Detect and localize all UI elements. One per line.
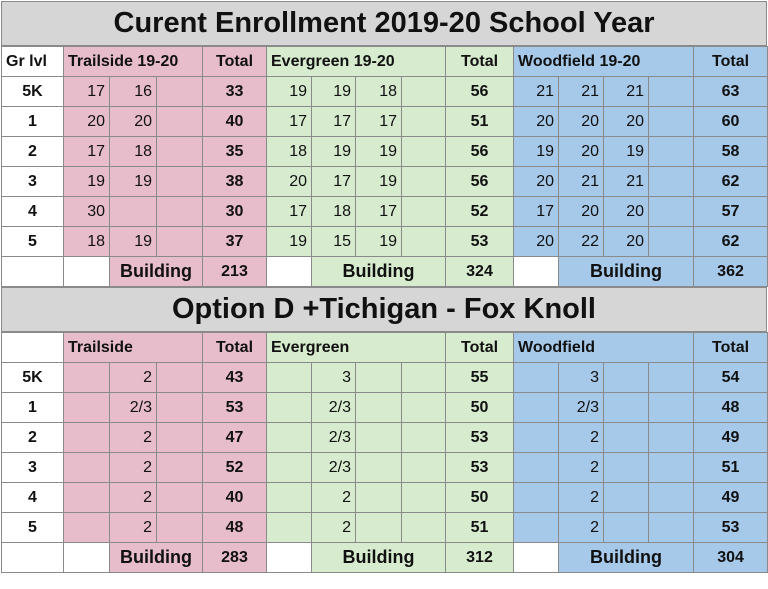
table-row [2, 107, 768, 137]
evergreen-class-cell: 19 [267, 77, 312, 107]
woodfield-total-cell: 51 [694, 453, 768, 483]
evergreen-total-cell: 55 [446, 363, 514, 393]
evergreen-building-total: 324 [446, 257, 514, 287]
building-blank-cell [64, 543, 110, 573]
option-d-table [1, 332, 768, 573]
grade-cell: 2 [2, 423, 64, 453]
woodfield-class-cell: 21 [559, 77, 604, 107]
woodfield-blank-cell [514, 483, 559, 513]
grade-header: Gr lvl [2, 47, 64, 77]
woodfield-total-cell: 49 [694, 483, 768, 513]
woodfield-class-cell: 20 [514, 167, 559, 197]
trailside-total-cell: 40 [203, 107, 267, 137]
trailside-class-cell: 20 [64, 107, 110, 137]
woodfield-class-cell: 21 [604, 77, 649, 107]
evergreen-total-cell: 53 [446, 453, 514, 483]
woodfield-total-cell: 57 [694, 197, 768, 227]
building-row [2, 257, 768, 287]
evergreen-blank-cell [402, 363, 446, 393]
trailside-class-cell [157, 227, 203, 257]
grade-cell: 1 [2, 107, 64, 137]
woodfield-class-cell: 2 [559, 483, 604, 513]
trailside-blank-cell [157, 483, 203, 513]
evergreen-class-cell: 3 [312, 363, 356, 393]
evergreen-class-cell: 18 [312, 197, 356, 227]
grade-cell: 5 [2, 227, 64, 257]
trailside-class-cell: 2 [110, 423, 157, 453]
trailside-class-cell [157, 167, 203, 197]
trailside-total-cell: 52 [203, 453, 267, 483]
trailside-class-cell: 2 [110, 453, 157, 483]
woodfield-class-cell: 20 [559, 107, 604, 137]
evergreen-total-cell: 51 [446, 513, 514, 543]
evergreen-class-cell: 17 [312, 167, 356, 197]
evergreen-blank-cell [402, 393, 446, 423]
evergreen-building-label: Building [312, 543, 446, 573]
evergreen-blank-cell [267, 483, 312, 513]
evergreen-total-cell: 52 [446, 197, 514, 227]
evergreen-class-cell: 17 [267, 197, 312, 227]
woodfield-blank-cell [514, 513, 559, 543]
trailside-blank-cell [157, 393, 203, 423]
grade-cell: 5 [2, 513, 64, 543]
woodfield-class-cell: 21 [514, 77, 559, 107]
woodfield-blank-cell [649, 363, 694, 393]
woodfield-blank-cell [649, 453, 694, 483]
woodfield-total-cell: 62 [694, 227, 768, 257]
evergreen-blank-cell [402, 513, 446, 543]
evergreen-total-cell: 56 [446, 167, 514, 197]
trailside-total-cell: 33 [203, 77, 267, 107]
trailside-header: Trailside 19-20 [64, 47, 203, 77]
evergreen-class-cell: 17 [356, 197, 402, 227]
trailside-class-cell: 18 [64, 227, 110, 257]
trailside-class-cell: 30 [64, 197, 110, 227]
evergreen-blank-cell [267, 453, 312, 483]
evergreen-class-cell: 19 [267, 227, 312, 257]
trailside-blank-cell [64, 513, 110, 543]
woodfield-blank-cell [649, 393, 694, 423]
evergreen-class-cell: 19 [312, 77, 356, 107]
table-row [2, 167, 768, 197]
woodfield-class-cell: 22 [559, 227, 604, 257]
table-row [2, 423, 768, 453]
woodfield-total-cell: 54 [694, 363, 768, 393]
evergreen-total-cell: 56 [446, 137, 514, 167]
trailside-total-cell: 30 [203, 197, 267, 227]
woodfield-blank-cell [604, 483, 649, 513]
trailside-blank-cell [64, 483, 110, 513]
enrollment-sheet [1, 1, 767, 587]
woodfield-class-cell: 20 [514, 227, 559, 257]
woodfield-total-cell: 49 [694, 423, 768, 453]
woodfield-blank-cell [514, 423, 559, 453]
evergreen-blank-cell [267, 363, 312, 393]
evergreen-class-cell: 19 [356, 137, 402, 167]
woodfield-blank-cell [604, 393, 649, 423]
trailside-class-cell [110, 197, 157, 227]
evergreen-class-cell: 2 [312, 483, 356, 513]
section1-header-row [2, 47, 768, 77]
section2-title: Option D +Tichigan - Fox Knoll [1, 287, 767, 332]
woodfield-blank-cell [649, 513, 694, 543]
evergreen-class-cell: 20 [267, 167, 312, 197]
trailside-total-cell: 40 [203, 483, 267, 513]
evergreen-blank-cell [356, 453, 402, 483]
trailside-blank-cell [64, 423, 110, 453]
evergreen-total-header: Total [446, 333, 514, 363]
woodfield-blank-cell [649, 423, 694, 453]
grade-header-blank [2, 333, 64, 363]
grade-cell: 5K [2, 363, 64, 393]
evergreen-total-cell: 56 [446, 77, 514, 107]
woodfield-blank-cell [649, 77, 694, 107]
woodfield-total-cell: 60 [694, 107, 768, 137]
evergreen-blank-cell [402, 167, 446, 197]
woodfield-blank-cell [649, 227, 694, 257]
evergreen-total-cell: 50 [446, 483, 514, 513]
evergreen-class-cell: 15 [312, 227, 356, 257]
trailside-class-cell [157, 197, 203, 227]
trailside-class-cell [157, 107, 203, 137]
trailside-class-cell: 17 [64, 137, 110, 167]
trailside-blank-cell [64, 453, 110, 483]
evergreen-class-cell: 19 [312, 137, 356, 167]
building-blank-cell [267, 543, 312, 573]
evergreen-blank-cell [402, 77, 446, 107]
woodfield-header: Woodfield [514, 333, 694, 363]
evergreen-total-cell: 53 [446, 423, 514, 453]
evergreen-blank-cell [356, 513, 402, 543]
trailside-class-cell: 16 [110, 77, 157, 107]
trailside-total-header: Total [203, 47, 267, 77]
woodfield-class-cell: 21 [604, 167, 649, 197]
evergreen-building-label: Building [312, 257, 446, 287]
evergreen-class-cell: 2/3 [312, 393, 356, 423]
evergreen-total-header: Total [446, 47, 514, 77]
table-row [2, 227, 768, 257]
evergreen-blank-cell [356, 393, 402, 423]
evergreen-class-cell: 18 [267, 137, 312, 167]
woodfield-blank-cell [649, 197, 694, 227]
trailside-blank-cell [157, 423, 203, 453]
evergreen-blank-cell [402, 197, 446, 227]
trailside-building-total: 283 [203, 543, 267, 573]
woodfield-total-cell: 63 [694, 77, 768, 107]
trailside-class-cell: 2 [110, 363, 157, 393]
woodfield-class-cell: 20 [559, 137, 604, 167]
trailside-total-cell: 37 [203, 227, 267, 257]
grade-cell: 5K [2, 77, 64, 107]
trailside-class-cell: 19 [110, 227, 157, 257]
evergreen-blank-cell [402, 107, 446, 137]
evergreen-total-cell: 50 [446, 393, 514, 423]
evergreen-blank-cell [356, 423, 402, 453]
table-row [2, 137, 768, 167]
woodfield-building-total: 362 [694, 257, 768, 287]
woodfield-header: Woodfield 19-20 [514, 47, 694, 77]
grade-cell: 3 [2, 453, 64, 483]
woodfield-blank-cell [649, 137, 694, 167]
trailside-header: Trailside [64, 333, 203, 363]
woodfield-class-cell: 2 [559, 513, 604, 543]
evergreen-class-cell: 18 [356, 77, 402, 107]
woodfield-class-cell: 2 [559, 453, 604, 483]
evergreen-class-cell: 19 [356, 227, 402, 257]
trailside-total-cell: 43 [203, 363, 267, 393]
woodfield-building-total: 304 [694, 543, 768, 573]
evergreen-blank-cell [267, 513, 312, 543]
woodfield-class-cell: 20 [604, 227, 649, 257]
woodfield-building-label: Building [559, 543, 694, 573]
trailside-building-total: 213 [203, 257, 267, 287]
building-blank-cell [64, 257, 110, 287]
trailside-blank-cell [157, 513, 203, 543]
trailside-blank-cell [157, 453, 203, 483]
trailside-class-cell: 2/3 [110, 393, 157, 423]
woodfield-total-cell: 48 [694, 393, 768, 423]
woodfield-class-cell: 19 [514, 137, 559, 167]
trailside-class-cell: 18 [110, 137, 157, 167]
building-blank-cell [267, 257, 312, 287]
woodfield-blank-cell [649, 483, 694, 513]
evergreen-building-total: 312 [446, 543, 514, 573]
woodfield-total-header: Total [694, 47, 768, 77]
trailside-class-cell: 2 [110, 513, 157, 543]
woodfield-class-cell: 20 [559, 197, 604, 227]
woodfield-blank-cell [514, 453, 559, 483]
woodfield-blank-cell [604, 453, 649, 483]
trailside-class-cell: 17 [64, 77, 110, 107]
table-row [2, 453, 768, 483]
trailside-building-label: Building [110, 257, 203, 287]
trailside-blank-cell [157, 363, 203, 393]
building-blank-cell [2, 257, 64, 287]
building-blank-cell [514, 543, 559, 573]
grade-cell: 3 [2, 167, 64, 197]
woodfield-building-label: Building [559, 257, 694, 287]
trailside-class-cell: 19 [110, 167, 157, 197]
woodfield-class-cell: 19 [604, 137, 649, 167]
trailside-class-cell [157, 137, 203, 167]
table-row [2, 513, 768, 543]
woodfield-total-header: Total [694, 333, 768, 363]
woodfield-blank-cell [604, 363, 649, 393]
evergreen-total-cell: 53 [446, 227, 514, 257]
woodfield-blank-cell [649, 107, 694, 137]
trailside-class-cell: 19 [64, 167, 110, 197]
evergreen-blank-cell [356, 483, 402, 513]
woodfield-blank-cell [604, 513, 649, 543]
table-row [2, 77, 768, 107]
woodfield-total-cell: 53 [694, 513, 768, 543]
evergreen-class-cell: 2 [312, 513, 356, 543]
table-row [2, 197, 768, 227]
table-row [2, 483, 768, 513]
evergreen-class-cell: 19 [356, 167, 402, 197]
woodfield-blank-cell [514, 363, 559, 393]
trailside-building-label: Building [110, 543, 203, 573]
woodfield-blank-cell [514, 393, 559, 423]
section1-title: Curent Enrollment 2019-20 School Year [1, 1, 767, 46]
grade-cell: 1 [2, 393, 64, 423]
woodfield-total-cell: 62 [694, 167, 768, 197]
building-blank-cell [2, 543, 64, 573]
evergreen-header: Evergreen 19-20 [267, 47, 446, 77]
grade-cell: 4 [2, 483, 64, 513]
evergreen-header: Evergreen [267, 333, 446, 363]
trailside-total-cell: 38 [203, 167, 267, 197]
table-row [2, 363, 768, 393]
woodfield-class-cell: 2 [559, 423, 604, 453]
trailside-total-cell: 53 [203, 393, 267, 423]
evergreen-blank-cell [402, 483, 446, 513]
evergreen-total-cell: 51 [446, 107, 514, 137]
grade-cell: 4 [2, 197, 64, 227]
evergreen-blank-cell [402, 137, 446, 167]
woodfield-class-cell: 21 [559, 167, 604, 197]
woodfield-total-cell: 58 [694, 137, 768, 167]
section2-header-row [2, 333, 768, 363]
woodfield-class-cell: 3 [559, 363, 604, 393]
trailside-class-cell [157, 77, 203, 107]
evergreen-blank-cell [402, 227, 446, 257]
woodfield-blank-cell [649, 167, 694, 197]
evergreen-class-cell: 17 [356, 107, 402, 137]
grade-cell: 2 [2, 137, 64, 167]
trailside-total-cell: 35 [203, 137, 267, 167]
evergreen-blank-cell [267, 423, 312, 453]
evergreen-blank-cell [356, 363, 402, 393]
woodfield-blank-cell [604, 423, 649, 453]
trailside-total-cell: 47 [203, 423, 267, 453]
woodfield-class-cell: 20 [514, 107, 559, 137]
woodfield-class-cell: 20 [604, 107, 649, 137]
current-enrollment-table [1, 46, 768, 287]
woodfield-class-cell: 17 [514, 197, 559, 227]
evergreen-class-cell: 17 [312, 107, 356, 137]
building-row [2, 543, 768, 573]
woodfield-class-cell: 2/3 [559, 393, 604, 423]
evergreen-class-cell: 2/3 [312, 423, 356, 453]
trailside-class-cell: 2 [110, 483, 157, 513]
trailside-total-header: Total [203, 333, 267, 363]
evergreen-blank-cell [402, 453, 446, 483]
evergreen-blank-cell [402, 423, 446, 453]
trailside-total-cell: 48 [203, 513, 267, 543]
building-blank-cell [514, 257, 559, 287]
evergreen-blank-cell [267, 393, 312, 423]
evergreen-class-cell: 2/3 [312, 453, 356, 483]
woodfield-class-cell: 20 [604, 197, 649, 227]
trailside-blank-cell [64, 363, 110, 393]
evergreen-class-cell: 17 [267, 107, 312, 137]
table-row [2, 393, 768, 423]
trailside-blank-cell [64, 393, 110, 423]
trailside-class-cell: 20 [110, 107, 157, 137]
